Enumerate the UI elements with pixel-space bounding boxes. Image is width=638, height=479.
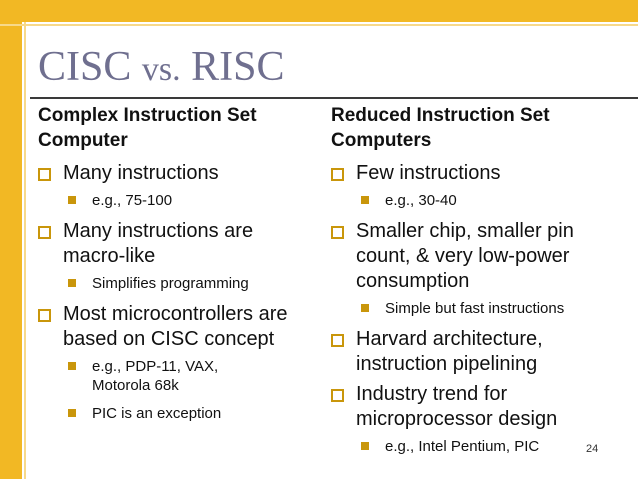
filled-square-bullet-icon	[361, 196, 369, 204]
slide-title	[38, 46, 284, 88]
cisc-sub-bullet-3-2-text: PIC is an exception	[92, 405, 222, 422]
risc-sub-bullet-2-1-text: Simple but fast instructions	[385, 300, 565, 317]
risc-sub-bullet-1-1	[331, 191, 621, 210]
filled-square-bullet-icon	[361, 304, 369, 312]
risc-bullet-2	[331, 219, 621, 294]
cisc-bullet-3-line1: Most microcontrollers are	[63, 303, 288, 325]
top-accent-line	[0, 24, 638, 26]
filled-square-bullet-icon	[68, 196, 76, 204]
top-accent-bar	[0, 0, 638, 22]
risc-sub-bullet-4-1-text: e.g., Intel Pentium, PIC	[385, 438, 540, 455]
slide-title-vs: vs.	[141, 51, 181, 88]
cisc-bullet-2-line1: Many instructions are	[63, 220, 254, 242]
left-accent-line	[24, 0, 26, 479]
square-bullet-icon	[331, 334, 344, 347]
cisc-bullet-2-line2: macro-like	[63, 245, 156, 267]
risc-bullet-1-text: Few instructions	[356, 162, 501, 184]
risc-bullet-3-line2: instruction pipelining	[356, 353, 538, 375]
cisc-sub-bullet-2-1	[38, 274, 318, 293]
risc-sub-bullet-2-1	[331, 299, 621, 318]
left-accent-bar	[0, 0, 22, 479]
square-bullet-icon	[331, 389, 344, 402]
cisc-heading-line2: Computer	[38, 130, 128, 151]
cisc-bullet-1-text: Many instructions	[63, 162, 219, 184]
square-bullet-icon	[38, 226, 51, 239]
cisc-sub-bullet-1-1	[38, 191, 318, 210]
risc-sub-bullet-1-1-text: e.g., 30-40	[385, 192, 457, 209]
filled-square-bullet-icon	[68, 279, 76, 287]
risc-bullet-4	[331, 382, 621, 432]
cisc-column	[38, 103, 318, 432]
risc-heading	[331, 103, 621, 153]
square-bullet-icon	[38, 309, 51, 322]
risc-bullet-1	[331, 161, 621, 186]
cisc-bullet-3-line2: based on CISC concept	[63, 328, 275, 350]
risc-heading-line1: Reduced Instruction Set	[331, 105, 550, 126]
risc-bullet-4-line1: Industry trend for	[356, 383, 508, 405]
risc-bullet-3-line1: Harvard architecture,	[356, 328, 543, 350]
cisc-heading	[38, 103, 318, 153]
risc-bullet-2-line3: consumption	[356, 270, 470, 292]
cisc-sub-bullet-1-1-text: e.g., 75-100	[92, 192, 173, 209]
slide-title-tail: RISC	[180, 44, 285, 90]
risc-bullet-2-line1: Smaller chip, smaller pin	[356, 220, 574, 242]
risc-heading-line2: Computers	[331, 130, 432, 151]
cisc-sub-bullet-3-1-line2: Motorola 68k	[92, 377, 179, 394]
cisc-sub-bullet-2-1-text: Simplifies programming	[92, 275, 249, 292]
square-bullet-icon	[331, 168, 344, 181]
square-bullet-icon	[331, 226, 344, 239]
cisc-sub-bullet-3-1	[38, 357, 318, 395]
title-divider	[30, 97, 638, 99]
page-number: 24	[586, 443, 599, 455]
cisc-bullet-3	[38, 302, 318, 352]
cisc-heading-line1: Complex Instruction Set	[38, 105, 257, 126]
square-bullet-icon	[38, 168, 51, 181]
cisc-bullet-2	[38, 219, 318, 269]
risc-sub-bullet-4-1	[331, 437, 621, 456]
filled-square-bullet-icon	[361, 442, 369, 450]
cisc-sub-bullet-3-1-line1: e.g., PDP-11, VAX,	[92, 358, 219, 375]
slide-title-main: CISC	[38, 44, 142, 90]
cisc-sub-bullet-3-2	[38, 404, 318, 423]
cisc-bullet-1	[38, 161, 318, 186]
filled-square-bullet-icon	[68, 409, 76, 417]
risc-bullet-4-line2: microprocessor design	[356, 408, 558, 430]
risc-bullet-2-line2: count, & very low-power	[356, 245, 570, 267]
risc-bullet-3	[331, 327, 621, 377]
risc-column	[331, 103, 621, 465]
filled-square-bullet-icon	[68, 362, 76, 370]
